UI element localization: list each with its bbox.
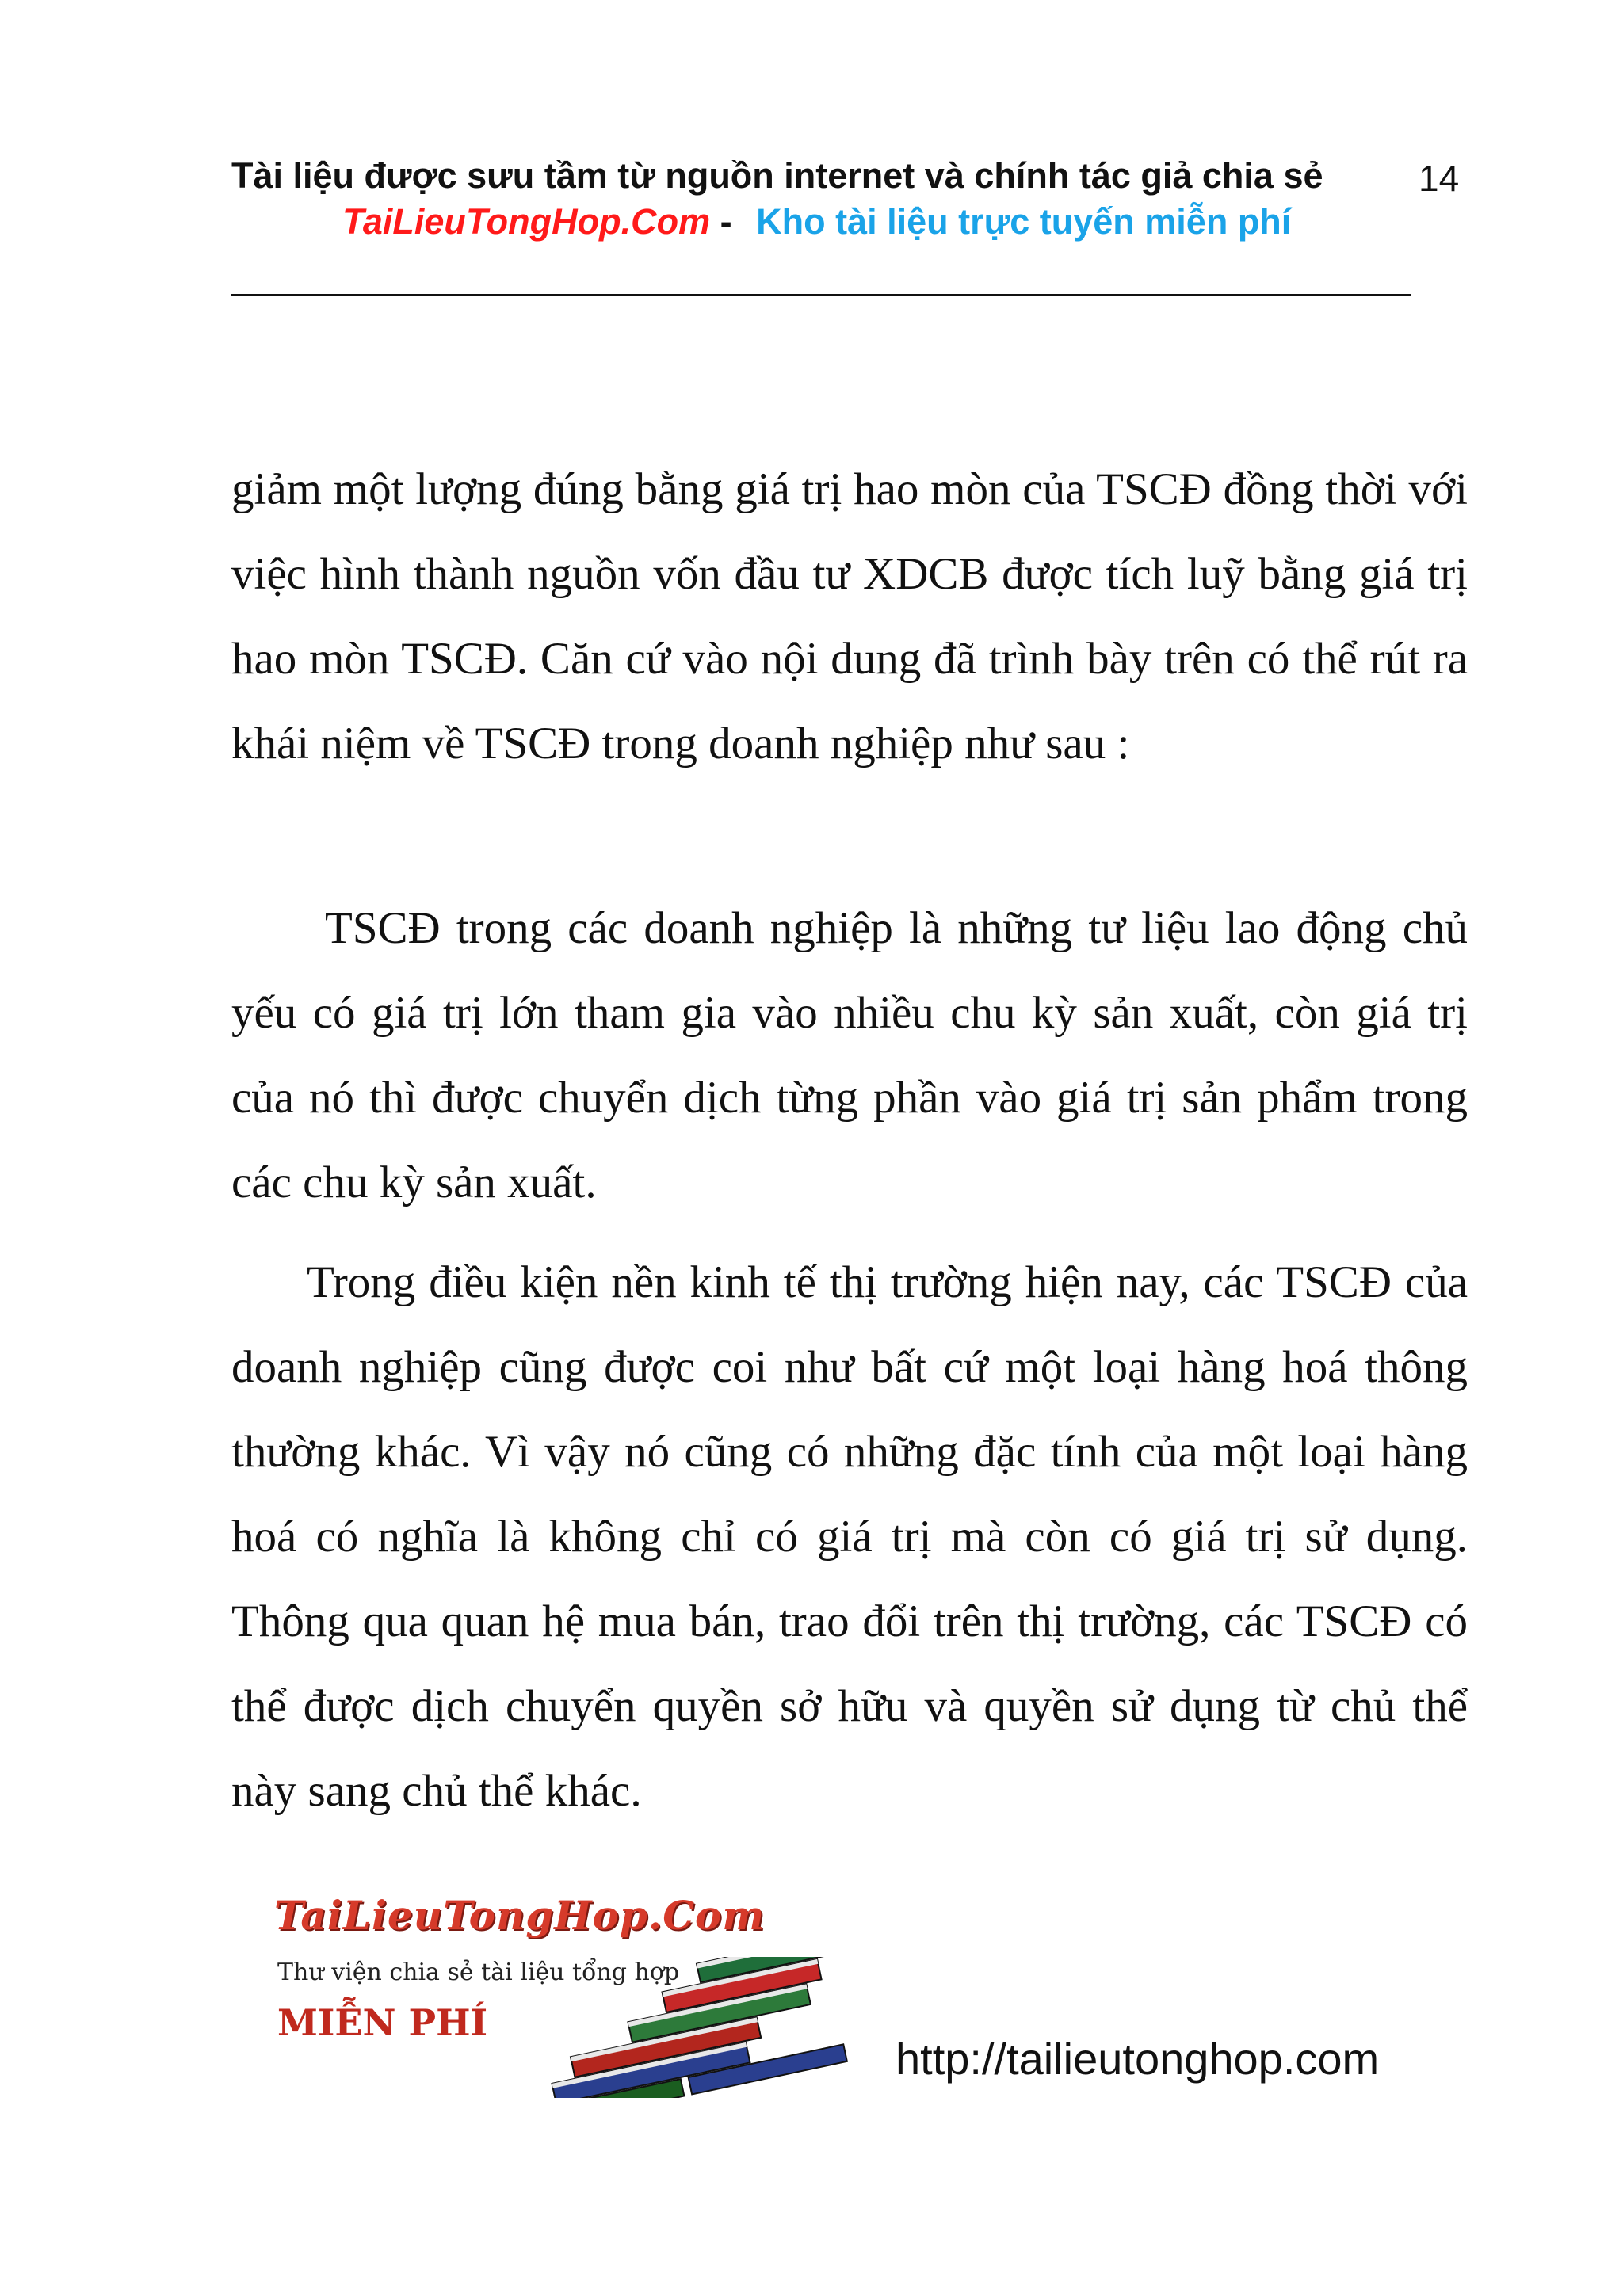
header-source-note: Tài liệu được sưu tầm từ nguồn internet và chính tác giả chia sẻ xyxy=(231,155,1323,196)
site-logo xyxy=(274,1892,884,2098)
body-paragraph-2 xyxy=(231,886,1468,1225)
header-site-name[interactable]: TaiLieuTongHop.Com xyxy=(342,201,711,242)
header-divider xyxy=(231,294,1411,296)
footer-url-link[interactable]: http://tailieutonghop.com xyxy=(896,2034,1380,2084)
body-paragraph-1 xyxy=(231,447,1468,786)
logo-free-label: MIỄN PHÍ xyxy=(277,2001,488,2044)
logo-title: TaiLieuTongHop.Com xyxy=(274,1892,766,1939)
header-site-line xyxy=(342,201,1291,242)
header-separator: - xyxy=(720,201,732,242)
paragraph-text: Trong điều kiện nền kinh tế thị trường hiện nay, các TSCĐ của doanh nghiệp cũng được coi như bất cứ một loại hàng hoá thông thường khác. Vì vậy nó cũng có những đặc tính của một loại hàng hoá có nghĩa là không chỉ có giá trị mà còn có giá trị sử dụng. Thông qua quan hệ mua bán, trao đổi trên thị trường, các TSCĐ có thể được dịch chuyển quyền sở hữu và quyền sử dụng từ chủ thể này sang chủ thể khác. xyxy=(231,1257,1468,1816)
logo-subtitle: Thư viện chia sẻ tài liệu tổng hợp xyxy=(277,1958,680,1986)
page-number: 14 xyxy=(1419,158,1460,199)
header-tagline: Kho tài liệu trực tuyến miễn phí xyxy=(756,201,1292,242)
paragraph-text: giảm một lượng đúng bằng giá trị hao mòn của TSCĐ đồng thời với việc hình thành nguồn vốn đầu tư XDCB được tích luỹ bằng giá trị hao mòn TSCĐ. Căn cứ vào nội dung đã trình bày trên có thể rút ra khái niệm về TSCĐ trong doanh nghiệp như sau : xyxy=(231,464,1468,769)
body-paragraph-3 xyxy=(231,1240,1468,1833)
paragraph-text: TSCĐ trong các doanh nghiệp là những tư liệu lao động chủ yếu có giá trị lớn tham gia vào nhiều chu kỳ sản xuất, còn giá trị của nó thì được chuyển dịch từng phần vào giá trị sản phẩm trong các chu kỳ sản xuất. xyxy=(231,903,1468,1207)
stacked-books-icon xyxy=(512,1957,884,2098)
